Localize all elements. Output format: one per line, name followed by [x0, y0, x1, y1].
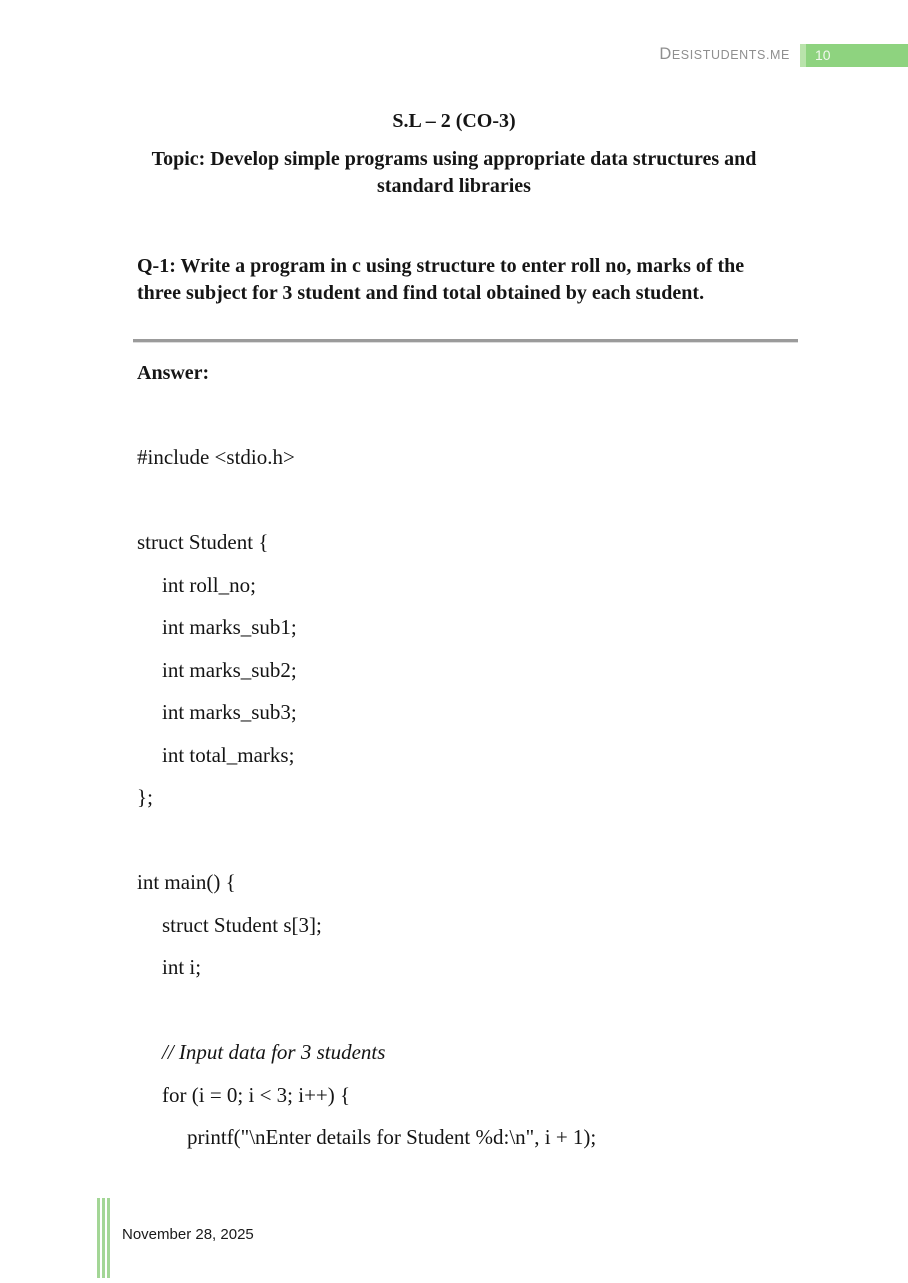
topic-heading: Topic: Develop simple programs using appropriate data structures and standard libraries: [151, 148, 757, 197]
code-line: int marks_sub3;: [162, 700, 297, 724]
page-number-badge: 10: [800, 44, 908, 67]
footer-accent-line: [97, 1198, 100, 1278]
code-line: printf("\nEnter details for Student %d:\n", i + 1);: [187, 1125, 597, 1149]
code-line: int marks_sub1;: [162, 615, 297, 639]
code-line: };: [137, 785, 153, 809]
footer-accent-lines: [97, 1198, 110, 1278]
footer-date: November 28, 2025: [122, 1226, 254, 1243]
code-line: for (i = 0; i < 3; i++) {: [162, 1082, 351, 1107]
code-line: [137, 989, 828, 1032]
code-line: [137, 819, 828, 862]
question-text: Q-1: Write a program in c using structure to enter roll no, marks of the three subject for 3 student and find total obtained by each student.: [137, 255, 745, 304]
code-line: int total_marks;: [162, 742, 295, 767]
answer-label: Answer:: [137, 362, 210, 384]
code-line: int i;: [162, 955, 202, 979]
site-name: DESISTUDENTS.ME: [659, 45, 790, 63]
code-line: [137, 479, 828, 522]
page-title: S.L – 2 (CO-3): [392, 110, 516, 132]
code-line: int roll_no;: [162, 572, 256, 597]
footer-accent-line: [107, 1198, 110, 1278]
code-line: int marks_sub2;: [162, 657, 297, 682]
code-block: [137, 436, 828, 1159]
code-line: // Input data for 3 students: [162, 1040, 386, 1064]
code-line: #include <stdio.h>: [137, 445, 295, 469]
footer-accent-line: [102, 1198, 105, 1278]
code-line: struct Student {: [137, 530, 269, 554]
horizontal-divider: [133, 339, 798, 343]
code-line: int main() {: [137, 870, 236, 894]
code-line: struct Student s[3];: [162, 912, 322, 937]
